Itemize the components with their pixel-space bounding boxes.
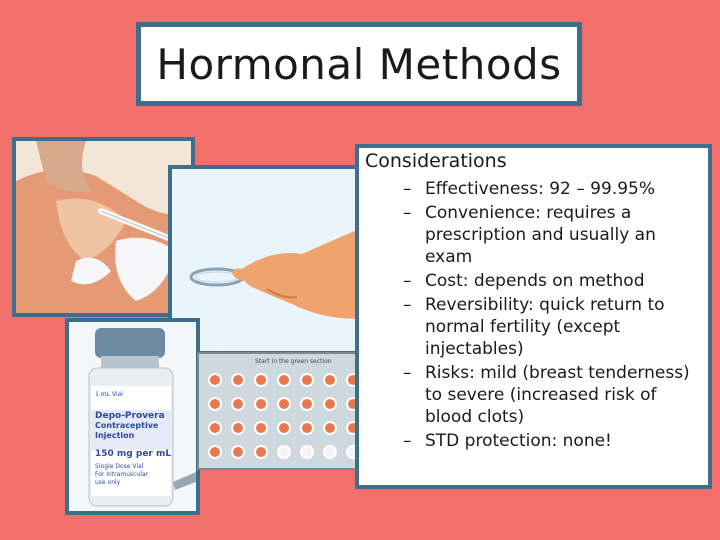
pill-icon [301, 446, 313, 458]
vial-label-line: Depo-Provera [95, 411, 165, 421]
vial-label-line: 1 mL Vial [95, 391, 123, 398]
list-item [359, 294, 708, 360]
pill-icon [209, 446, 221, 458]
list-item-text: Cost: depends on method [425, 271, 645, 291]
bullet-dash: – [403, 295, 412, 315]
vial-photo [65, 318, 200, 515]
list-item-text: Risks: mild (breast tenderness) to severe (increased risk of blood clots) [425, 363, 690, 427]
pill-pack-header: Start in the green section [255, 358, 332, 365]
vial-label-line: Injection [95, 431, 135, 440]
slide-title: Hormonal Methods [156, 39, 562, 89]
list-item [359, 202, 708, 268]
list-item-text: STD protection: none! [425, 431, 612, 451]
pill-icon [232, 374, 244, 386]
list-item [359, 270, 708, 292]
pill-icon [324, 374, 336, 386]
pill-icon [324, 422, 336, 434]
pill-icon [232, 446, 244, 458]
vial-label-line: 150 mg per mL [95, 449, 172, 459]
pill-icon [255, 422, 267, 434]
pill-icon [301, 422, 313, 434]
list-item-text: Reversibility: quick return to normal fertility (except injectables) [425, 295, 665, 359]
pill-pack-photo [197, 352, 375, 470]
considerations-list [359, 178, 708, 454]
vial-label-line: For Intramuscular [95, 471, 149, 478]
vial-label-line: use only [95, 479, 121, 486]
considerations-panel [355, 144, 712, 489]
pill-icon [278, 398, 290, 410]
pill-icon [324, 398, 336, 410]
pill-icon [232, 398, 244, 410]
pill-icon [232, 422, 244, 434]
pill-icon [278, 422, 290, 434]
pill-icon [209, 398, 221, 410]
list-item [359, 178, 708, 200]
vial-label-line: Contraceptive [95, 421, 159, 430]
bullet-dash: – [403, 179, 412, 199]
pill-icon [255, 398, 267, 410]
bullet-dash: – [403, 203, 412, 223]
pill-icon [255, 374, 267, 386]
bullet-dash: – [403, 363, 412, 383]
pill-icon [209, 422, 221, 434]
bullet-dash: – [403, 271, 412, 291]
pill-icon [278, 446, 290, 458]
list-item [359, 430, 708, 452]
list-item-text: Effectiveness: 92 – 99.95% [425, 179, 656, 199]
vial-label-line: Single Dose Vial [95, 463, 144, 470]
pill-icon [301, 398, 313, 410]
list-item [359, 362, 708, 428]
pill-icon [324, 446, 336, 458]
pill-icon [209, 374, 221, 386]
considerations-heading: Considerations [365, 150, 507, 172]
pill-icon [301, 374, 313, 386]
list-item-text: Convenience: requires a prescription and usually an exam [425, 203, 656, 267]
bullet-dash: – [403, 431, 412, 451]
pill-icon [255, 446, 267, 458]
pill-icon [278, 374, 290, 386]
slide-title-box [136, 22, 582, 106]
